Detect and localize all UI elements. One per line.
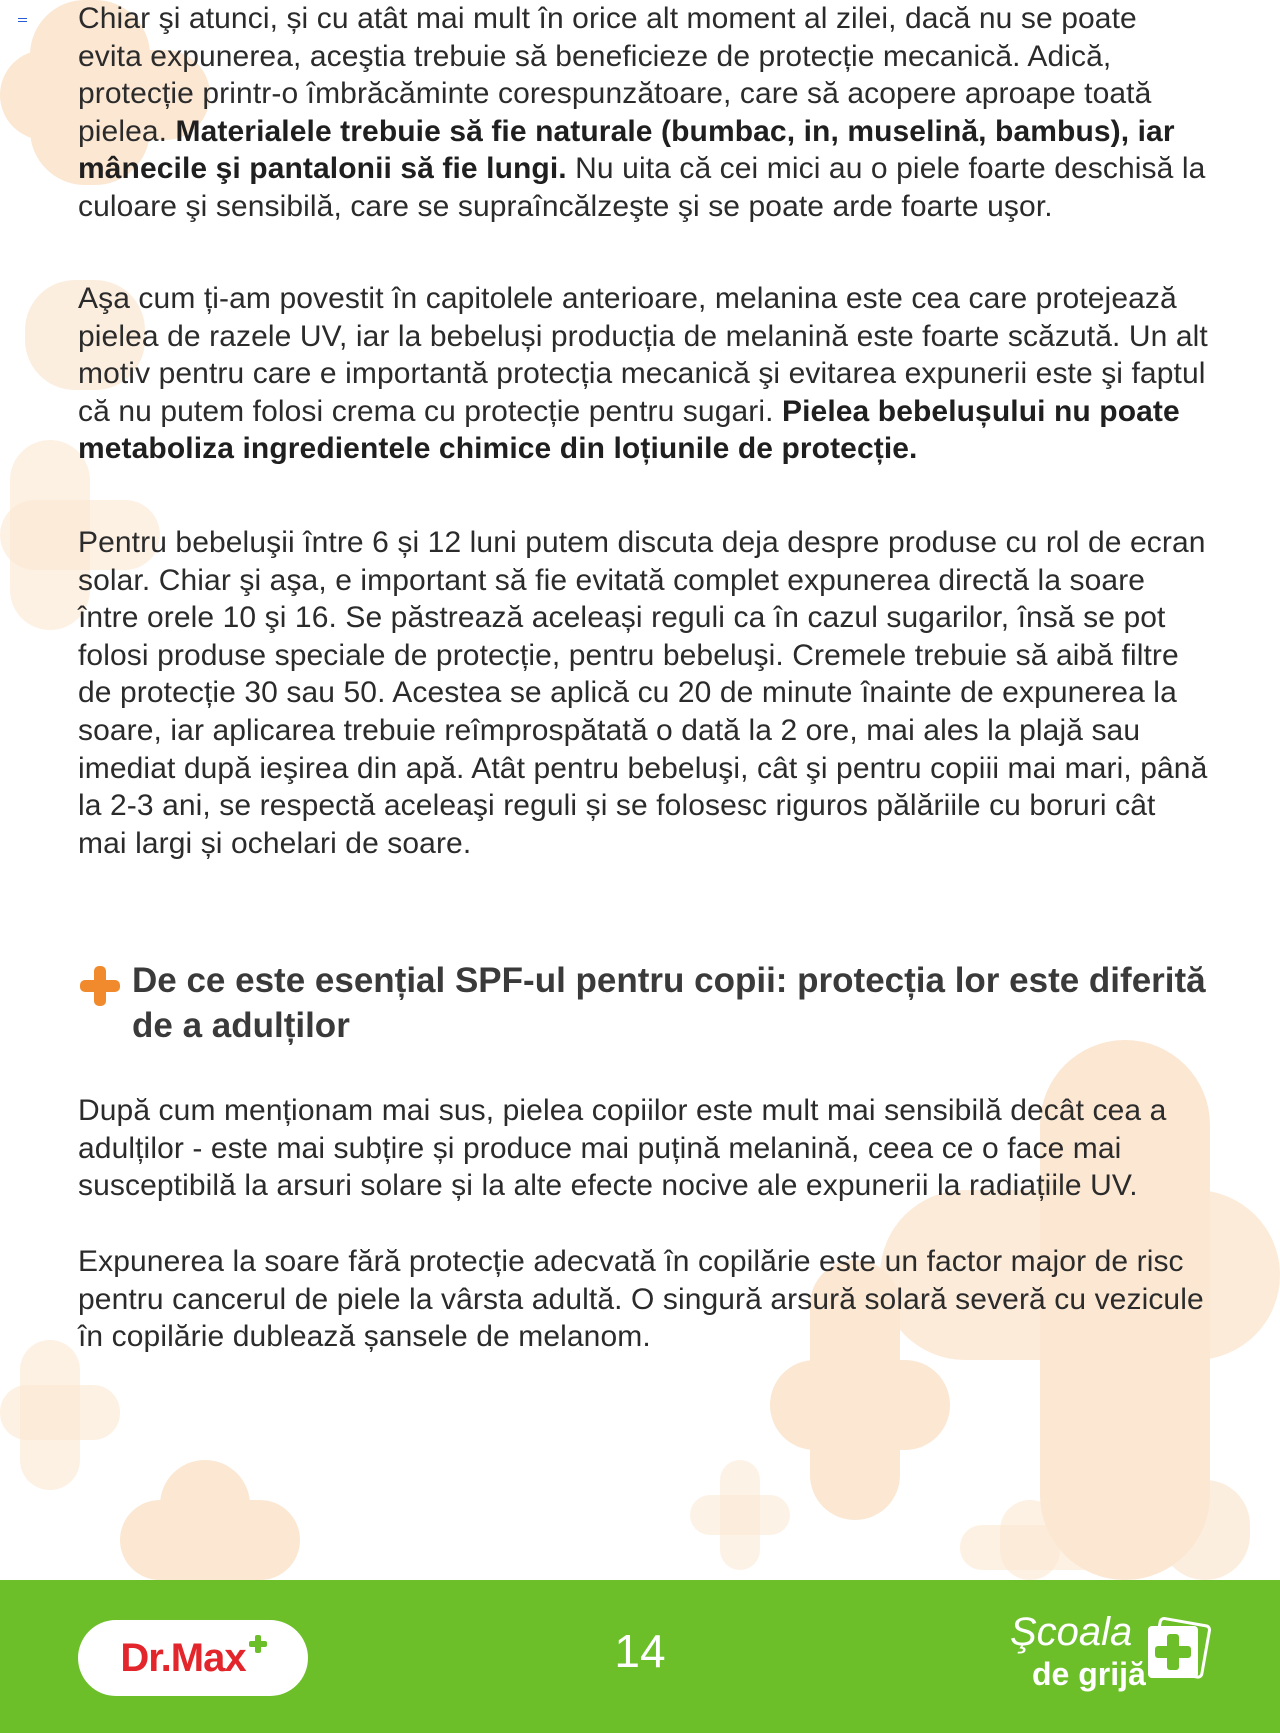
- section-title: De ce este esențial SPF-ul pentru copii: protecția lor este diferită de a adulților: [132, 961, 1206, 1045]
- brand-line-2: de grijă: [1032, 1656, 1146, 1692]
- paragraph-text: Aşa cum ți-am povestit în capitolele anterioare, melanina este cea care protejează pielea de razele UV, iar la bebeluși producția de melanină este foarte scăzută. Un alt motiv pentru care e importantă protecția mecanică şi evitarea expunerii este şi faptul că nu putem folosi crema cu protecție pentru sugari.: [78, 282, 1208, 428]
- notebook-plus-icon: [1142, 1612, 1222, 1692]
- page-number: 14: [614, 1625, 666, 1677]
- paragraph-6-12-months: Pentru bebeluşii între 6 și 12 luni putem discuta deja despre produse cu rol de ecran solar. Chiar şi aşa, e important să fie evitată complet expunerea directă la soare între orele 10 şi 16. Se păstrează aceleași reguli ca în cazul sugarilor, însă se pot folosi produse speciale de protecție, pentru bebeluşi. Cremele trebuie să aibă filtre de protecție 30 sau 50. Acestea se aplică cu 20 de minute înainte de expunerea la soare, iar aplicarea trebuie reîmprospătată o dată la 2 ore, mai ales la plajă sau imediat după ieşirea din apă. Atât pentru bebeluşi, cât şi pentru copiii mai mari, până la 2-3 ani, se respectă aceleaşi reguli și se folosesc riguros pălăriile cu boruri cât mai largi și ochelari de soare.: [78, 526, 1208, 860]
- paragraph-child-skin: După cum menționam mai sus, pielea copiilor este mult mai sensibilă decât cea a adulților - este mai subțire și produce mai puțină melanină, ceea ce o face mai susceptibilă la arsuri solare și la alte efecte nocive ale expunerii la radiațiile UV.: [78, 1094, 1167, 1203]
- scoala-de-grija-logo: [1010, 1608, 1240, 1708]
- section-heading: [78, 958, 1208, 1048]
- brand-line-1: Şcoala: [1010, 1610, 1133, 1654]
- paragraph-clothing-protection: [78, 0, 1208, 226]
- logo-text: Dr.Max: [120, 1635, 246, 1680]
- plus-icon: [78, 964, 122, 1008]
- paragraph-risk: Expunerea la soare fără protecție adecvată în copilărie este un factor major de risc pentru cancerul de piele la vârsta adultă. O singură arsură solară severă cu vezicule în copilărie dublează șansele de melanom.: [78, 1245, 1204, 1354]
- paragraph-text: Nu uita că cei mici au o piele foarte deschisă la culoare şi sensibilă, care se supraîncălzeşte şi se poate arde foarte uşor.: [78, 152, 1206, 223]
- paragraph-text: Chiar şi atunci, și cu atât mai mult în orice alt moment al zilei, dacă nu se poate evita expunerea, aceştia trebuie să beneficieze de protecție mecanică. Adică, protecție printr-o îmbrăcăminte corespunzătoare, care să acopere aproape toată pielea.: [78, 2, 1152, 148]
- paragraph-melanin: [78, 280, 1208, 468]
- list-marker-icon: [18, 18, 27, 25]
- paragraph-bold-text: Pielea bebelușului nu poate metaboliza ingredientele chimice din loțiunile de protecție.: [78, 394, 1180, 466]
- footer-bar: [0, 1580, 1280, 1733]
- paragraph-bold-text: Materialele trebuie să fie naturale (bumbac, in, muselină, bambus), iar mânecile şi pantalonii să fie lungi.: [78, 114, 1175, 186]
